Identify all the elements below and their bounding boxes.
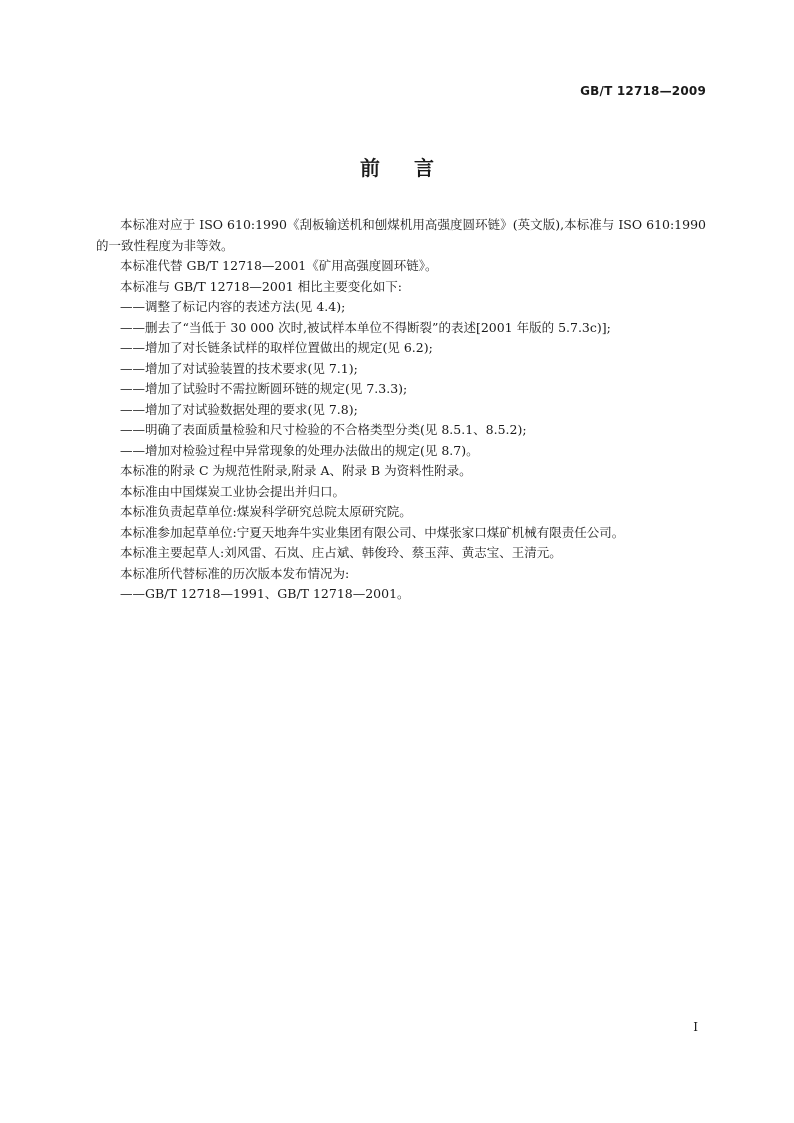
annex-statement: 本标准的附录 C 为规范性附录,附录 A、附录 B 为资料性附录。 <box>120 463 472 478</box>
changes-intro-paragraph: 本标准与 GB/T 12718—2001 相比主要变化如下: <box>120 278 402 294</box>
standard-code: GB/T 12718—2009 <box>580 84 706 98</box>
history-item: ——GB/T 12718—1991、GB/T 12718—2001。 <box>120 586 410 601</box>
change-item: ——增加了对试验装置的技术要求(见 7.1); <box>120 360 358 376</box>
change-item: ——增加了对试验数据处理的要求(见 7.8); <box>120 401 358 417</box>
replacement-paragraph: 本标准代替 GB/T 12718—2001《矿用高强度圆环链》。 <box>120 258 438 273</box>
correspondence-paragraph: 本标准对应于 ISO 610:1990《刮板输送机和刨煤机用高强度圆环链》(英文版),本标准与 ISO 610:1990 的一致性程度为非等效。 <box>96 217 706 253</box>
foreword-body <box>96 215 706 605</box>
lead-drafter-statement: 本标准负责起草单位:煤炭科学研究总院太原研究院。 <box>120 504 412 519</box>
change-item: ——增加了试验时不需拉断圆环链的规定(见 7.3.3); <box>120 381 408 396</box>
change-item: ——明确了表面质量检验和尺寸检验的不合格类型分类(见 8.5.1、8.5.2); <box>120 422 527 437</box>
participating-drafters-statement: 本标准参加起草单位:宁夏天地奔牛实业集团有限公司、中煤张家口煤矿机械有限责任公司。 <box>120 524 625 540</box>
change-item: ——删去了“当低于 30 000 次时,被试样本单位不得断裂”的表述[2001 年版的 5.7.3c)]; <box>120 319 611 335</box>
main-drafters-statement: 本标准主要起草人:刘风雷、石岚、庄占斌、韩俊玲、蔡玉萍、黄志宝、王清元。 <box>120 545 562 560</box>
change-item: ——增加了对长链条试样的取样位置做出的规定(见 6.2); <box>120 340 433 355</box>
change-item: ——增加对检验过程中异常现象的处理办法做出的规定(见 8.7)。 <box>120 442 479 458</box>
page-number: I <box>693 1020 698 1034</box>
page-title: 前言 <box>360 156 468 180</box>
change-item: ——调整了标记内容的表述方法(见 4.4); <box>120 299 346 314</box>
proposer-statement: 本标准由中国煤炭工业协会提出并归口。 <box>120 483 346 499</box>
history-intro-statement: 本标准所代替标准的历次版本发布情况为: <box>120 565 350 581</box>
